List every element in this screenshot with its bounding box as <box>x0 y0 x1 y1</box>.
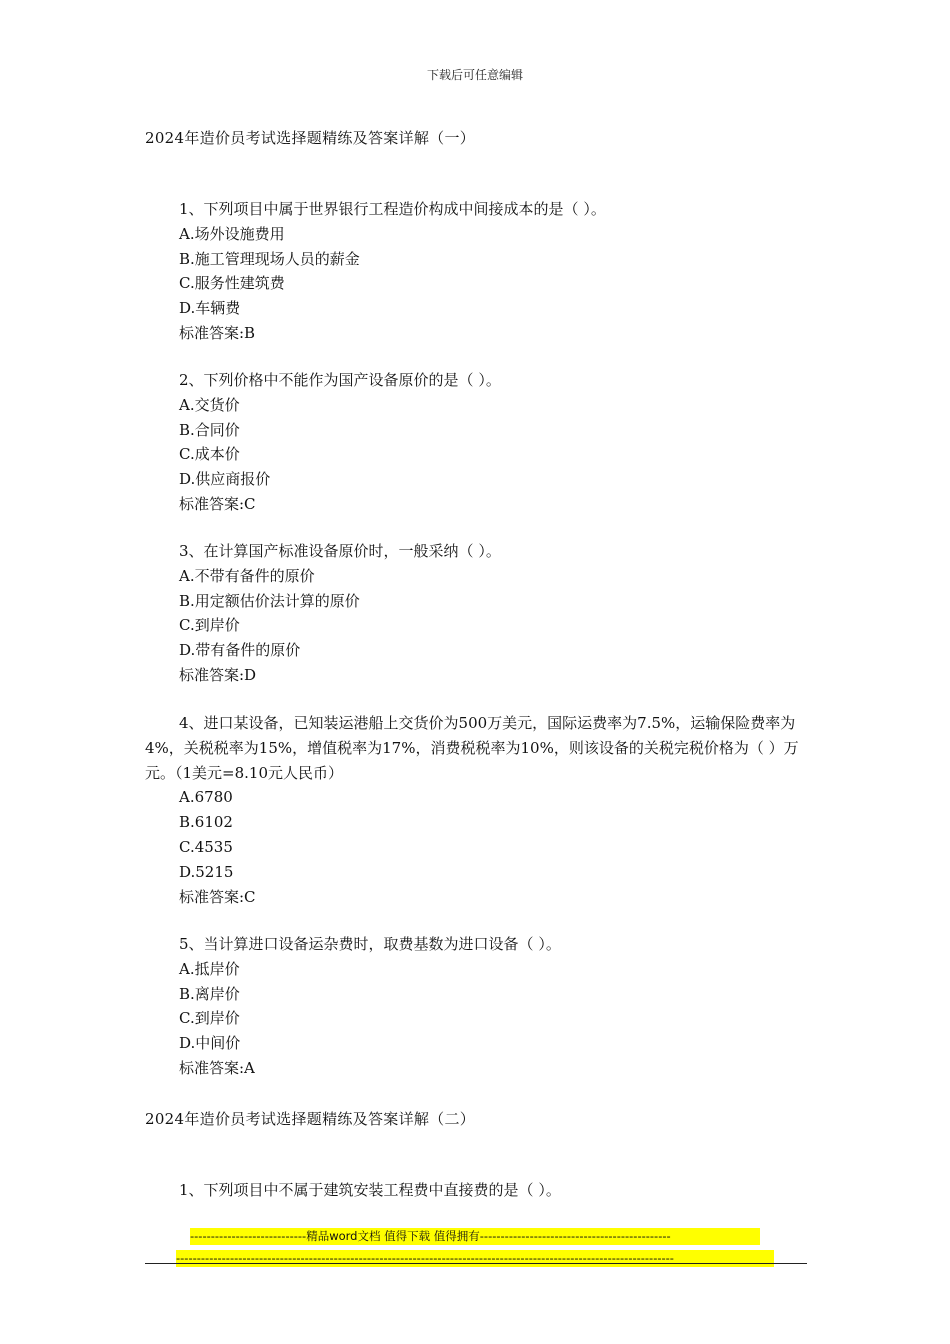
option-c: C.到岸价 <box>179 616 240 635</box>
question-stem: 2、下列价格中不能作为国产设备原价的是（ ）。 <box>179 371 501 389</box>
footer-divider <box>145 1263 807 1264</box>
option-a: A.不带有备件的原价 <box>179 566 315 585</box>
option-d: D.5215 <box>179 862 234 881</box>
standard-answer: 标准答案:B <box>179 323 256 342</box>
question-stem: 1、下列项目中不属于建筑安装工程费中直接费的是（ ）。 <box>179 1181 561 1199</box>
option-a: A.6780 <box>179 788 233 807</box>
option-a: A.场外设施费用 <box>179 224 285 243</box>
header-note: 下载后可任意编辑 <box>426 68 523 82</box>
section2-question-1 <box>145 1178 807 1203</box>
question-5 <box>145 932 807 1081</box>
option-c: C.到岸价 <box>179 1009 240 1028</box>
footer-banner <box>176 1228 776 1267</box>
question-stem: 1、下列项目中属于世界银行工程造价构成中间接成本的是（ ）。 <box>179 200 606 218</box>
question-3 <box>145 539 807 688</box>
standard-answer: 标准答案:C <box>179 494 256 513</box>
question-stem: 4、进口某设备，已知装运港船上交货价为500万美元，国际运费率为7.5%，运输保险费率为4%，关税税率为15%，增值税率为17%，消费税税率为10%，则该设备的关税完税价格为（ ）万元。（1美元=8.10元人民币） <box>145 714 799 782</box>
question-stem: 5、当计算进口设备运杂费时，取费基数为进口设备（ ）。 <box>179 935 561 953</box>
option-c: C.成本价 <box>179 445 240 464</box>
option-b: B.施工管理现场人员的薪金 <box>179 249 360 268</box>
option-b: B.合同价 <box>179 420 240 439</box>
option-b: B.离岸价 <box>179 984 240 1003</box>
question-stem: 3、在计算国产标准设备原价时，一般采纳（ ）。 <box>179 542 501 560</box>
standard-answer: 标准答案:C <box>179 887 256 906</box>
standard-answer: 标准答案:A <box>179 1058 255 1077</box>
option-d: D.带有备件的原价 <box>179 641 301 660</box>
option-d: D.车辆费 <box>179 299 241 318</box>
option-a: A.抵岸价 <box>179 959 240 978</box>
option-c: C.4535 <box>179 837 233 856</box>
question-4 <box>145 711 807 909</box>
option-c: C.服务性建筑费 <box>179 274 285 293</box>
option-b: B.6102 <box>179 813 233 832</box>
banner-line-1: ----------------------------精品word文档 值得下载 值得拥有---------------------------------------------- <box>190 1228 760 1245</box>
standard-answer: 标准答案:D <box>179 665 257 684</box>
option-a: A.交货价 <box>179 395 240 414</box>
section-title-2: 2024年造价员考试选择题精练及答案详解（二） <box>145 1110 476 1128</box>
question-1 <box>145 197 807 346</box>
option-b: B.用定额估价法计算的原价 <box>179 591 360 610</box>
section-title-1: 2024年造价员考试选择题精练及答案详解（一） <box>145 129 476 147</box>
question-2 <box>145 368 807 517</box>
option-d: D.供应商报价 <box>179 470 271 489</box>
banner-line-2: ------------------------------------------------------------------------------------------------------------------------ <box>176 1250 774 1267</box>
option-d: D.中间价 <box>179 1034 241 1053</box>
